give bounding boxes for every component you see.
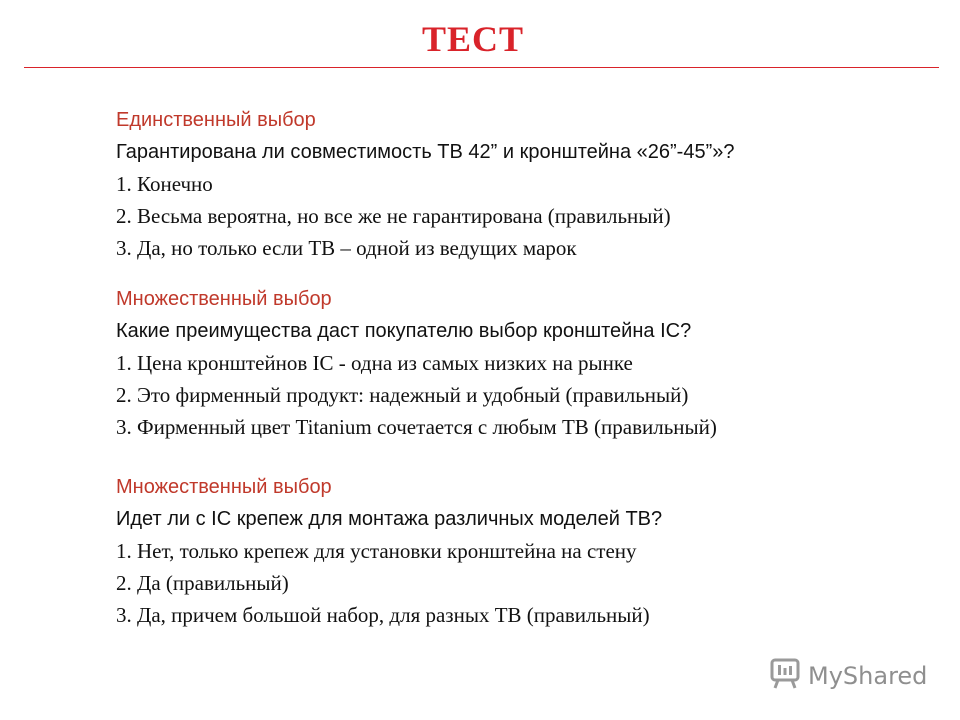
question-text: Какие преимущества даст покупателю выбор кронштейна IC? <box>116 320 692 342</box>
question-type: Множественный выбор <box>116 288 332 310</box>
question-block-3 <box>116 471 936 631</box>
answer-option-2: 2. Да (правильный) <box>116 571 289 595</box>
answer-option-2: 2. Это фирменный продукт: надежный и удобный (правильный) <box>116 383 689 407</box>
slide-title: ТЕСТ <box>421 19 525 59</box>
myshared-logo-text: MyShared <box>808 662 928 690</box>
answer-option-1: 1. Конечно <box>116 172 213 196</box>
question-text: Идет ли с IC крепеж для монтажа различных моделей ТВ? <box>116 508 663 530</box>
question-text: Гарантирована ли совместимость ТВ 42” и кронштейна «26”-45”»? <box>116 141 735 163</box>
question-type: Множественный выбор <box>116 476 332 498</box>
question-block-2 <box>116 283 936 443</box>
myshared-logo-icon <box>768 657 802 696</box>
title-divider <box>24 67 939 68</box>
myshared-watermark <box>768 656 927 696</box>
answer-option-3: 3. Да, причем большой набор, для разных ТВ (правильный) <box>116 603 650 627</box>
answer-option-1: 1. Цена кронштейнов IC - одна из самых низких на рынке <box>116 351 633 375</box>
answer-option-3: 3. Фирменный цвет Titanium сочетается с любым ТВ (правильный) <box>116 415 717 439</box>
answer-option-3: 3. Да, но только если ТВ – одной из ведущих марок <box>116 236 577 260</box>
answer-option-2: 2. Весьма вероятна, но все же не гарантирована (правильный) <box>116 204 671 228</box>
question-type: Единственный выбор <box>116 109 316 131</box>
question-block-1 <box>116 104 936 264</box>
answer-option-1: 1. Нет, только крепеж для установки кронштейна на стену <box>116 539 637 563</box>
